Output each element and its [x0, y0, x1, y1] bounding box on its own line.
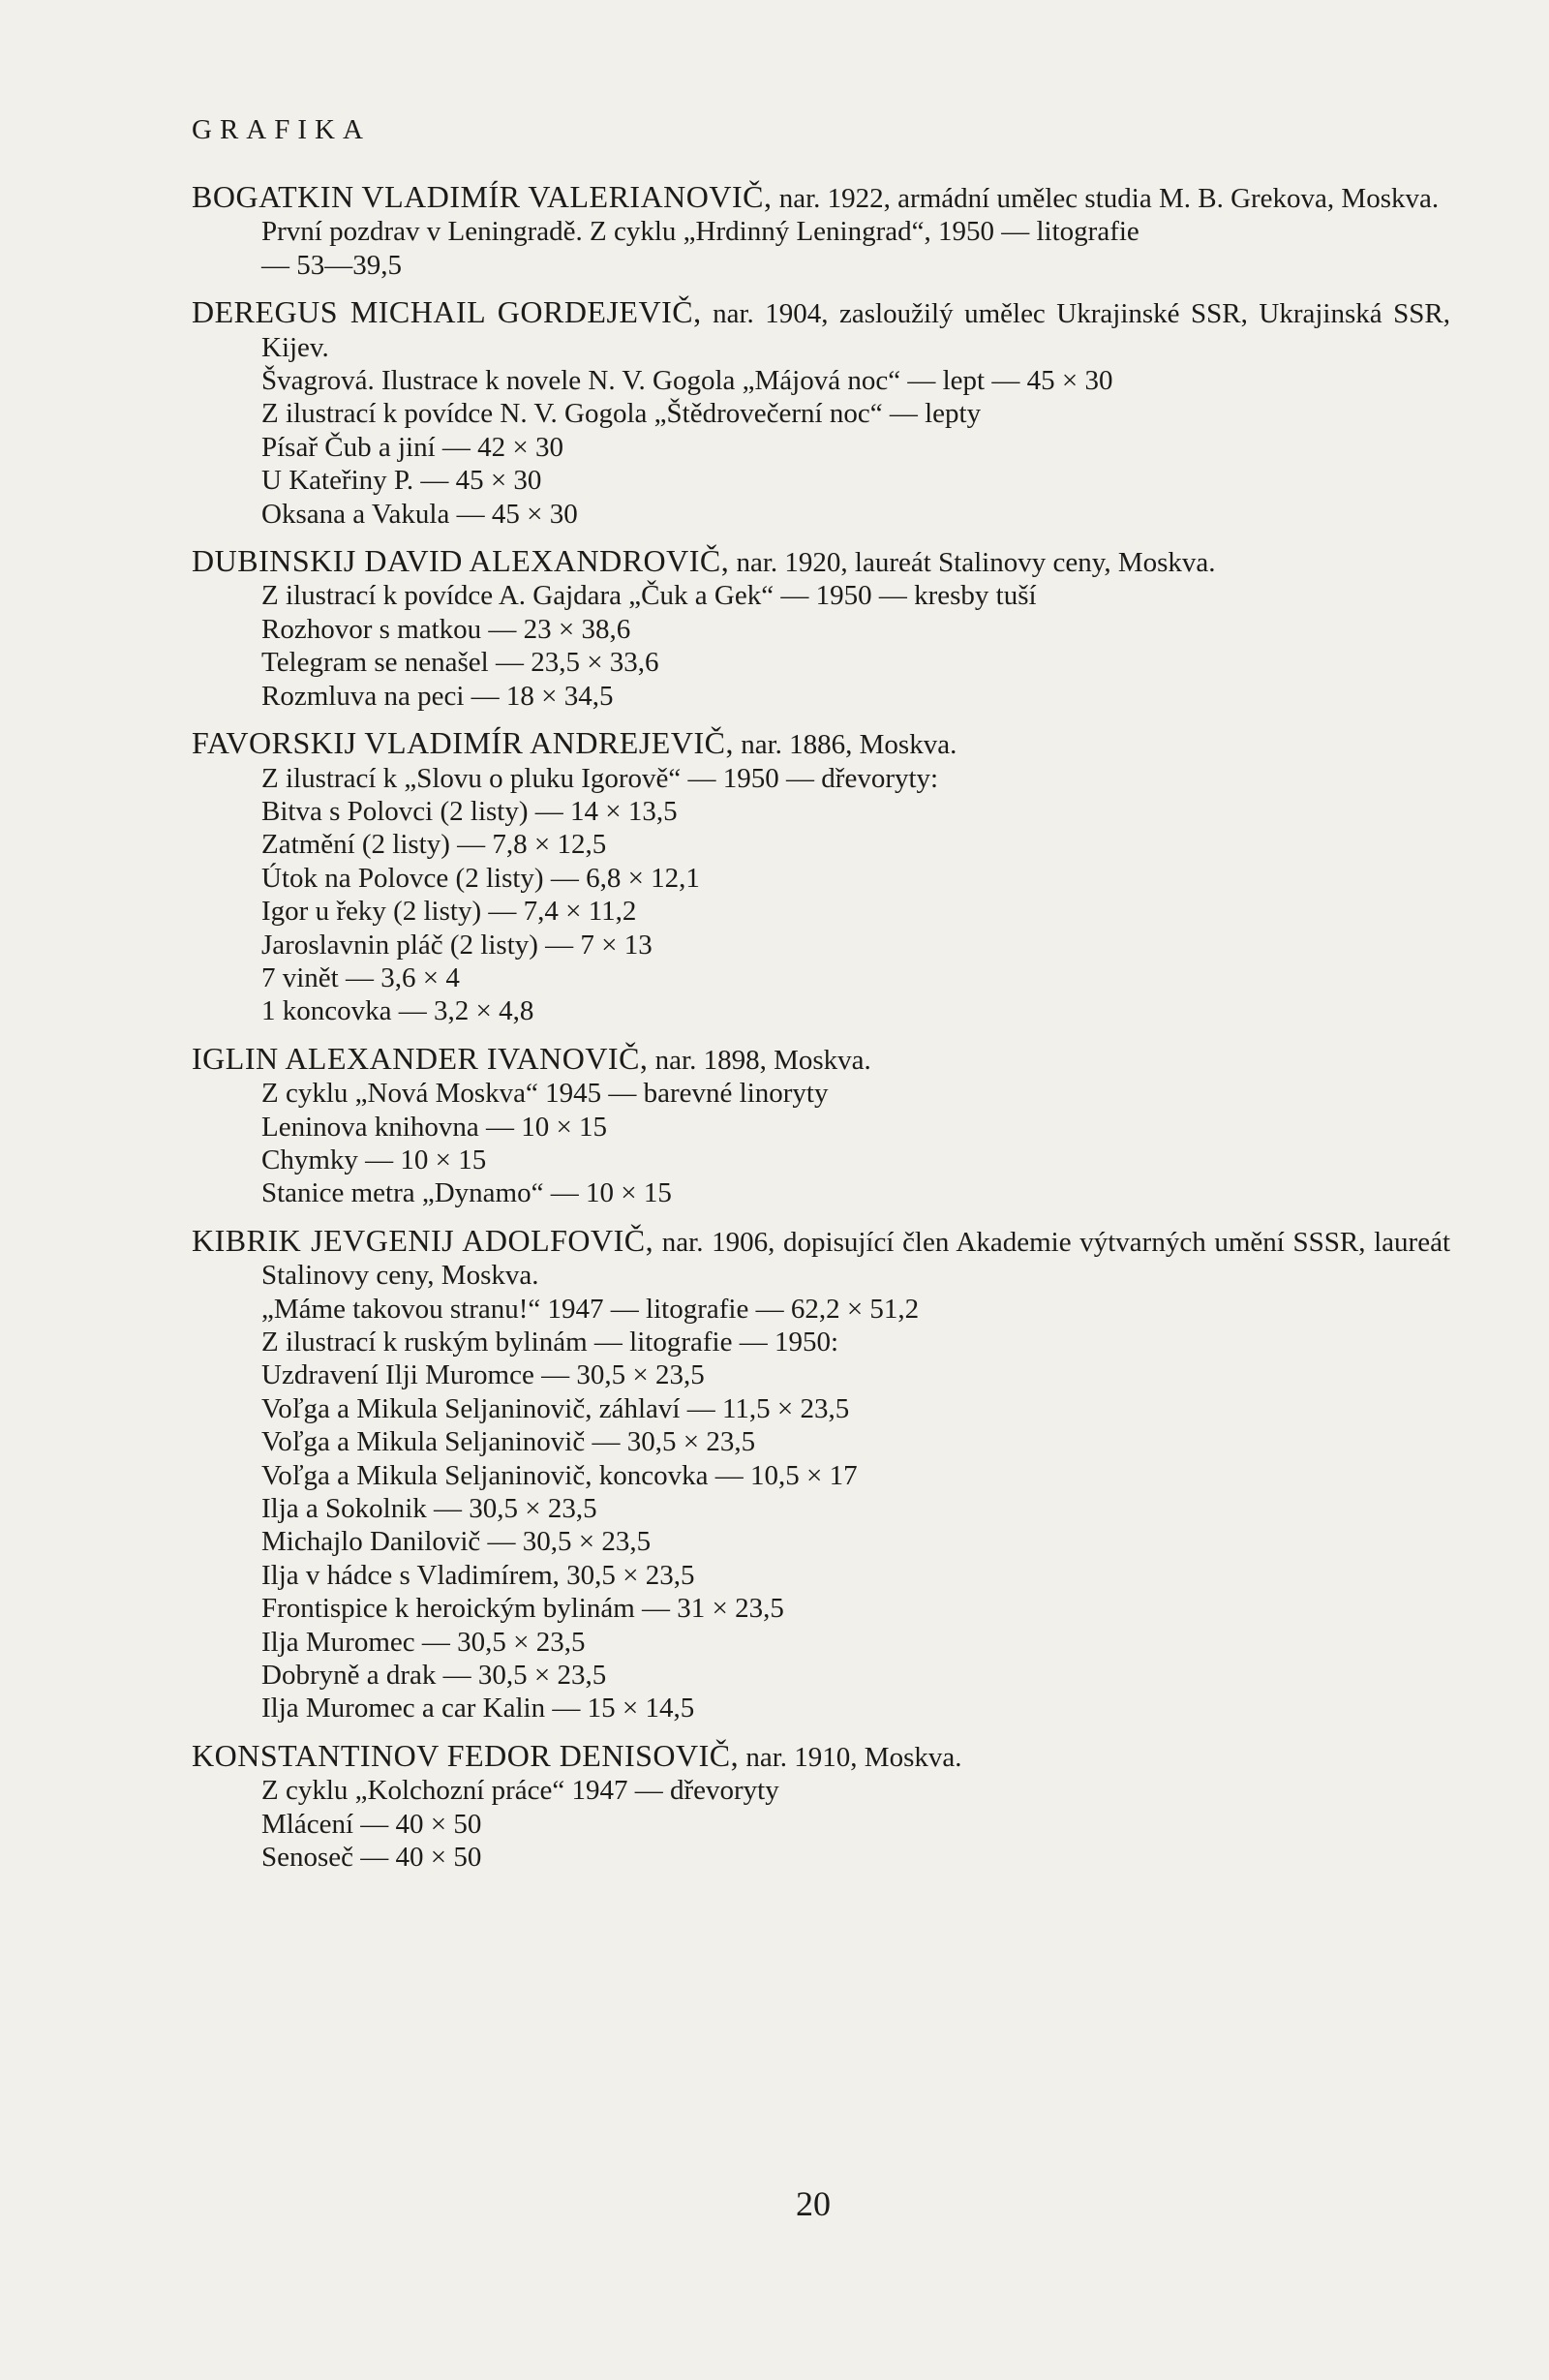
work-line: Zatmění (2 listy) — 7,8 × 12,5	[261, 829, 607, 861]
work-line: Z ilustrací k povídce N. V. Gogola „Štědrovečerní noc“ — lepty	[261, 398, 982, 430]
work-line: První pozdrav v Leningradě. Z cyklu „Hrdinný Leningrad“, 1950 — litografie	[261, 216, 1139, 248]
work-line: Uzdravení Ilji Muromce — 30,5 × 23,5	[261, 1359, 705, 1391]
work-line: Ilja v hádce s Vladimírem, 30,5 × 23,5	[261, 1559, 695, 1591]
work-line: Voľga a Mikula Seljaninovič — 30,5 × 23,5	[261, 1426, 756, 1458]
artist-name: KONSTANTINOV FEDOR DENISOVIČ,	[192, 1737, 740, 1773]
artist-entries	[192, 180, 1450, 1888]
artist-bio: nar. 1886, Moskva.	[733, 729, 957, 761]
artist-entry	[192, 295, 1450, 531]
artist-name: FAVORSKIJ VLADIMÍR ANDREJEVIČ,	[192, 725, 734, 761]
work-line: Z ilustrací k povídce A. Gajdara „Čuk a Gek“ — 1950 — kresby tuší	[261, 580, 1037, 612]
work-line: Ilja a Sokolnik — 30,5 × 23,5	[261, 1493, 597, 1525]
work-line: Senoseč — 40 × 50	[261, 1842, 482, 1874]
work-line: Písař Čub a jiní — 42 × 30	[261, 431, 563, 463]
work-line: Voľga a Mikula Seljaninovič, záhlaví — 11,5 × 23,5	[261, 1392, 850, 1424]
work-line: — 53—39,5	[261, 249, 402, 281]
artist-bio: nar. 1920, laureát Stalinovy ceny, Moskva.	[729, 547, 1216, 579]
work-line: 1 koncovka — 3,2 × 4,8	[261, 995, 534, 1027]
work-line: Michajlo Danilovič — 30,5 × 23,5	[261, 1526, 652, 1558]
artist-header	[192, 1042, 1450, 1077]
artist-header	[192, 1224, 1450, 1293]
page-number: 20	[796, 2184, 831, 2223]
work-line: Voľga a Mikula Seljaninovič, koncovka — 10,5 × 17	[261, 1459, 858, 1491]
work-line: Igor u řeky (2 listy) — 7,4 × 11,2	[261, 896, 637, 928]
work-line: „Máme takovou stranu!“ 1947 — litografie — 62,2 × 51,2	[261, 1293, 920, 1325]
work-line: Telegram se nenašel — 23,5 × 33,6	[261, 647, 659, 679]
work-line: 7 vinět — 3,6 × 4	[261, 961, 460, 993]
artist-entry	[192, 180, 1450, 282]
work-line: Z ilustrací k ruským bylinám — litografie — 1950:	[261, 1327, 839, 1358]
artist-name: KIBRIK JEVGENIJ ADOLFOVIČ,	[192, 1222, 654, 1258]
artist-header	[192, 1739, 1450, 1774]
work-line: Stanice metra „Dynamo“ — 10 × 15	[261, 1177, 672, 1209]
artist-header	[192, 295, 1450, 364]
work-line: Z cyklu „Kolchozní práce“ 1947 — dřevoryty	[261, 1775, 779, 1807]
work-line: Chymky — 10 × 15	[261, 1144, 487, 1175]
work-line: Z ilustrací k „Slovu o pluku Igorově“ — 1950 — dřevoryty:	[261, 762, 939, 794]
artist-header	[192, 180, 1450, 215]
artist-entry	[192, 1739, 1450, 1875]
artist-name: BOGATKIN VLADIMÍR VALERIANOVIČ,	[192, 179, 773, 214]
work-line: Bitva s Polovci (2 listy) — 14 × 13,5	[261, 795, 678, 827]
work-line: Jaroslavnin pláč (2 listy) — 7 × 13	[261, 929, 653, 961]
work-line: Ilja Muromec a car Kalin — 15 × 14,5	[261, 1693, 695, 1724]
artist-entry	[192, 1042, 1450, 1210]
artist-name: IGLIN ALEXANDER IVANOVIČ,	[192, 1040, 649, 1076]
work-line: Z cyklu „Nová Moskva“ 1945 — barevné linoryty	[261, 1078, 829, 1110]
artist-bio: nar. 1904, zasloužilý umělec Ukrajinské SSR, Ukrajinská SSR, Kijev.	[261, 298, 1450, 363]
work-line: U Kateřiny P. — 45 × 30	[261, 465, 542, 497]
section-title: GRAFIKA	[192, 114, 371, 145]
artist-entry	[192, 726, 1450, 1028]
artist-name: DEREGUS MICHAIL GORDEJEVIČ,	[192, 294, 702, 330]
artist-bio: nar. 1910, Moskva.	[739, 1741, 962, 1773]
work-line: Útok na Polovce (2 listy) — 6,8 × 12,1	[261, 862, 700, 894]
artist-bio: nar. 1922, armádní umělec studia M. B. Grekova, Moskva.	[772, 183, 1440, 214]
work-line: Frontispice k heroickým bylinám — 31 × 23,5	[261, 1593, 784, 1625]
work-line: Oksana a Vakula — 45 × 30	[261, 498, 578, 530]
artist-bio: nar. 1906, dopisující člen Akademie výtvarných umění SSSR, laureát Stalinovy ceny, Moskva.	[261, 1226, 1451, 1292]
artist-entry	[192, 544, 1450, 713]
work-line: Švagrová. Ilustrace k novele N. V. Gogola „Májová noc“ — lept — 45 × 30	[261, 365, 1113, 397]
work-line: Rozhovor s matkou — 23 × 38,6	[261, 613, 631, 645]
work-line: Mlácení — 40 × 50	[261, 1808, 482, 1840]
work-line: Rozmluva na peci — 18 × 34,5	[261, 680, 614, 712]
artist-name: DUBINSKIJ DAVID ALEXANDROVIČ,	[192, 543, 730, 579]
work-line: Ilja Muromec — 30,5 × 23,5	[261, 1626, 586, 1658]
artist-entry	[192, 1224, 1450, 1725]
work-line: Dobryně a drak — 30,5 × 23,5	[261, 1660, 607, 1692]
artist-header	[192, 726, 1450, 761]
artist-header	[192, 544, 1450, 579]
artist-bio: nar. 1898, Moskva.	[648, 1044, 871, 1076]
work-line: Leninova knihovna — 10 × 15	[261, 1111, 608, 1143]
